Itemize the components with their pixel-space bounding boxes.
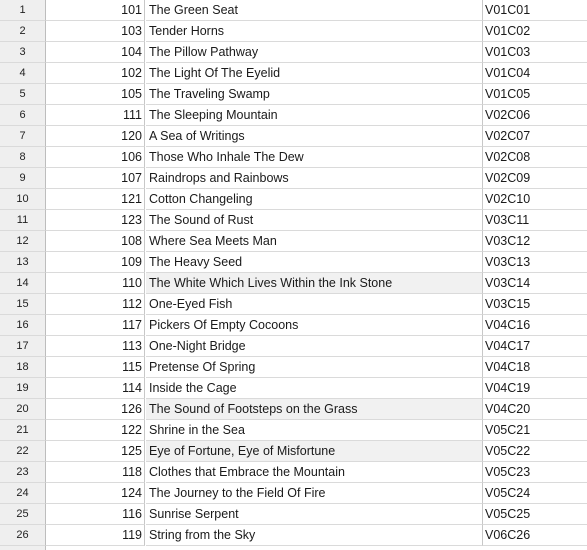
- row-number-header[interactable]: 14: [0, 273, 46, 294]
- id-cell-value: 120: [121, 129, 142, 143]
- id-cell-value: 115: [122, 360, 142, 374]
- id-cell[interactable]: [46, 231, 145, 252]
- code-cell[interactable]: V02C06: [483, 105, 587, 126]
- id-cell[interactable]: [46, 504, 145, 525]
- id-cell[interactable]: [46, 0, 145, 21]
- title-cell[interactable]: The Traveling Swamp: [146, 84, 483, 105]
- id-cell-value: 116: [122, 507, 142, 521]
- title-cell[interactable]: The Heavy Seed: [146, 252, 483, 273]
- table-row: [0, 315, 587, 336]
- code-cell[interactable]: V03C14: [483, 273, 587, 294]
- id-cell-value: 107: [121, 171, 142, 185]
- table-row: [0, 189, 587, 210]
- id-cell[interactable]: [46, 462, 145, 483]
- title-cell[interactable]: Tender Horns: [146, 21, 483, 42]
- code-cell[interactable]: V03C13: [483, 252, 587, 273]
- table-row: [0, 252, 587, 273]
- title-cell[interactable]: Where Sea Meets Man: [146, 231, 483, 252]
- id-cell-value: 124: [121, 486, 142, 500]
- code-cell[interactable]: V04C18: [483, 357, 587, 378]
- id-cell[interactable]: [46, 84, 145, 105]
- title-cell[interactable]: One-Night Bridge: [146, 336, 483, 357]
- id-cell-value: 106: [121, 150, 142, 164]
- id-cell-value: 126: [121, 402, 142, 416]
- id-cell-value: 118: [122, 465, 142, 479]
- id-cell[interactable]: [46, 168, 145, 189]
- row-number-header[interactable]: 3: [0, 42, 46, 63]
- title-cell[interactable]: The White Which Lives Within the Ink Stone: [146, 273, 483, 294]
- id-cell[interactable]: [46, 441, 145, 462]
- row-number-header[interactable]: 15: [0, 294, 46, 315]
- title-cell[interactable]: The Green Seat: [146, 0, 483, 21]
- table-row: [0, 273, 587, 294]
- id-cell[interactable]: [46, 210, 145, 231]
- id-cell-value: 111: [122, 108, 142, 122]
- title-cell[interactable]: Raindrops and Rainbows: [146, 168, 483, 189]
- title-cell[interactable]: Inside the Cage: [146, 378, 483, 399]
- title-cell[interactable]: Clothes that Embrace the Mountain: [146, 462, 483, 483]
- row-number-header[interactable]: 8: [0, 147, 46, 168]
- row-number-header[interactable]: 21: [0, 420, 46, 441]
- title-cell[interactable]: Sunrise Serpent: [146, 504, 483, 525]
- title-cell[interactable]: The Journey to the Field Of Fire: [146, 483, 483, 504]
- id-cell[interactable]: [46, 63, 145, 84]
- id-cell[interactable]: [46, 252, 145, 273]
- row-number-header[interactable]: 25: [0, 504, 46, 525]
- id-cell[interactable]: [46, 147, 145, 168]
- code-cell[interactable]: V04C19: [483, 378, 587, 399]
- title-cell[interactable]: A Sea of Writings: [146, 126, 483, 147]
- title-cell[interactable]: Those Who Inhale The Dew: [146, 147, 483, 168]
- code-cell[interactable]: V03C15: [483, 294, 587, 315]
- code-cell[interactable]: V01C03: [483, 42, 587, 63]
- table-row: [0, 105, 587, 126]
- id-cell-value: 119: [122, 528, 142, 542]
- table-row: [0, 378, 587, 399]
- title-cell[interactable]: The Light Of The Eyelid: [146, 63, 483, 84]
- id-cell-value: 104: [121, 45, 142, 59]
- id-cell-value: 113: [122, 339, 142, 353]
- title-cell[interactable]: Pickers Of Empty Cocoons: [146, 315, 483, 336]
- row-number-header[interactable]: 22: [0, 441, 46, 462]
- table-row: [0, 483, 587, 504]
- row-number-header[interactable]: 19: [0, 378, 46, 399]
- id-cell-value: 109: [121, 255, 142, 269]
- id-cell-value: 102: [121, 66, 142, 80]
- grid-bottom-edge: [0, 546, 587, 550]
- table-row: [0, 84, 587, 105]
- title-cell[interactable]: The Pillow Pathway: [146, 42, 483, 63]
- row-number-header[interactable]: 23: [0, 462, 46, 483]
- title-cell[interactable]: The Sound of Rust: [146, 210, 483, 231]
- title-cell[interactable]: The Sleeping Mountain: [146, 105, 483, 126]
- table-row: [0, 462, 587, 483]
- id-cell-value: 112: [122, 297, 142, 311]
- code-cell[interactable]: V05C24: [483, 483, 587, 504]
- code-cell[interactable]: V03C12: [483, 231, 587, 252]
- id-cell-value: 110: [122, 276, 142, 290]
- row-number-header[interactable]: 5: [0, 84, 46, 105]
- table-row: [0, 21, 587, 42]
- id-cell[interactable]: [46, 189, 145, 210]
- row-number-header[interactable]: 16: [0, 315, 46, 336]
- table-row: [0, 441, 587, 462]
- title-cell[interactable]: Pretense Of Spring: [146, 357, 483, 378]
- code-cell[interactable]: V02C09: [483, 168, 587, 189]
- id-cell[interactable]: [46, 294, 145, 315]
- id-cell[interactable]: [46, 273, 145, 294]
- id-cell-value: 121: [121, 192, 142, 206]
- id-cell-value: 125: [121, 444, 142, 458]
- id-cell-value: 103: [121, 24, 142, 38]
- table-row: [0, 294, 587, 315]
- title-cell[interactable]: One-Eyed Fish: [146, 294, 483, 315]
- id-cell-value: 105: [121, 87, 142, 101]
- row-number-header[interactable]: 7: [0, 126, 46, 147]
- row-number-header[interactable]: 9: [0, 168, 46, 189]
- title-cell[interactable]: String from the Sky: [146, 525, 483, 546]
- row-number-header[interactable]: 13: [0, 252, 46, 273]
- id-cell[interactable]: [46, 105, 145, 126]
- code-cell[interactable]: V02C10: [483, 189, 587, 210]
- id-cell[interactable]: [46, 378, 145, 399]
- id-cell-value: 123: [121, 213, 142, 227]
- id-cell-value: 117: [122, 318, 142, 332]
- id-cell[interactable]: [46, 525, 145, 546]
- id-cell[interactable]: [46, 357, 145, 378]
- table-row: [0, 336, 587, 357]
- id-cell[interactable]: [46, 420, 145, 441]
- row-number-header[interactable]: 12: [0, 231, 46, 252]
- id-cell[interactable]: [46, 399, 145, 420]
- id-cell-value: 108: [121, 234, 142, 248]
- row-number-header[interactable]: 11: [0, 210, 46, 231]
- row-number-header[interactable]: 24: [0, 483, 46, 504]
- id-cell[interactable]: [46, 483, 145, 504]
- row-number-header[interactable]: 10: [0, 189, 46, 210]
- row-number-header[interactable]: 26: [0, 525, 46, 546]
- table-row: [0, 0, 587, 21]
- table-row: [0, 357, 587, 378]
- id-cell[interactable]: [46, 42, 145, 63]
- row-number-header[interactable]: 4: [0, 63, 46, 84]
- table-row: [0, 42, 587, 63]
- code-cell[interactable]: V04C16: [483, 315, 587, 336]
- table-row: [0, 63, 587, 84]
- table-row: [0, 210, 587, 231]
- id-cell-value: 122: [121, 423, 142, 437]
- code-cell[interactable]: V04C20: [483, 399, 587, 420]
- code-cell[interactable]: V02C07: [483, 126, 587, 147]
- title-cell[interactable]: Cotton Changeling: [146, 189, 483, 210]
- title-cell[interactable]: Eye of Fortune, Eye of Misfortune: [146, 441, 483, 462]
- code-cell[interactable]: V05C23: [483, 462, 587, 483]
- row-number-header[interactable]: 2: [0, 21, 46, 42]
- id-cell-value: 101: [121, 3, 142, 17]
- row-number-header[interactable]: 18: [0, 357, 46, 378]
- table-row: [0, 525, 587, 546]
- row-number-header[interactable]: 1: [0, 0, 46, 21]
- table-row: [0, 399, 587, 420]
- id-cell[interactable]: [46, 126, 145, 147]
- code-cell[interactable]: V03C11: [483, 210, 587, 231]
- code-cell[interactable]: V01C02: [483, 21, 587, 42]
- code-cell[interactable]: V06C26: [483, 525, 587, 546]
- row-number-header[interactable]: 20: [0, 399, 46, 420]
- id-cell[interactable]: [46, 21, 145, 42]
- row-number-header[interactable]: 6: [0, 105, 46, 126]
- code-cell[interactable]: V01C01: [483, 0, 587, 21]
- title-cell[interactable]: The Sound of Footsteps on the Grass: [146, 399, 483, 420]
- table-row: [0, 504, 587, 525]
- table-row: [0, 147, 587, 168]
- id-cell-value: 114: [122, 381, 142, 395]
- table-row: [0, 126, 587, 147]
- code-cell[interactable]: V05C25: [483, 504, 587, 525]
- code-cell[interactable]: V05C21: [483, 420, 587, 441]
- row-number-header[interactable]: 17: [0, 336, 46, 357]
- table-row: [0, 231, 587, 252]
- code-cell[interactable]: V01C05: [483, 84, 587, 105]
- code-cell[interactable]: V04C17: [483, 336, 587, 357]
- title-cell[interactable]: Shrine in the Sea: [146, 420, 483, 441]
- id-cell[interactable]: [46, 336, 145, 357]
- id-cell[interactable]: [46, 315, 145, 336]
- code-cell[interactable]: V01C04: [483, 63, 587, 84]
- table-row: [0, 420, 587, 441]
- table-row: [0, 168, 587, 189]
- code-cell[interactable]: V05C22: [483, 441, 587, 462]
- code-cell[interactable]: V02C08: [483, 147, 587, 168]
